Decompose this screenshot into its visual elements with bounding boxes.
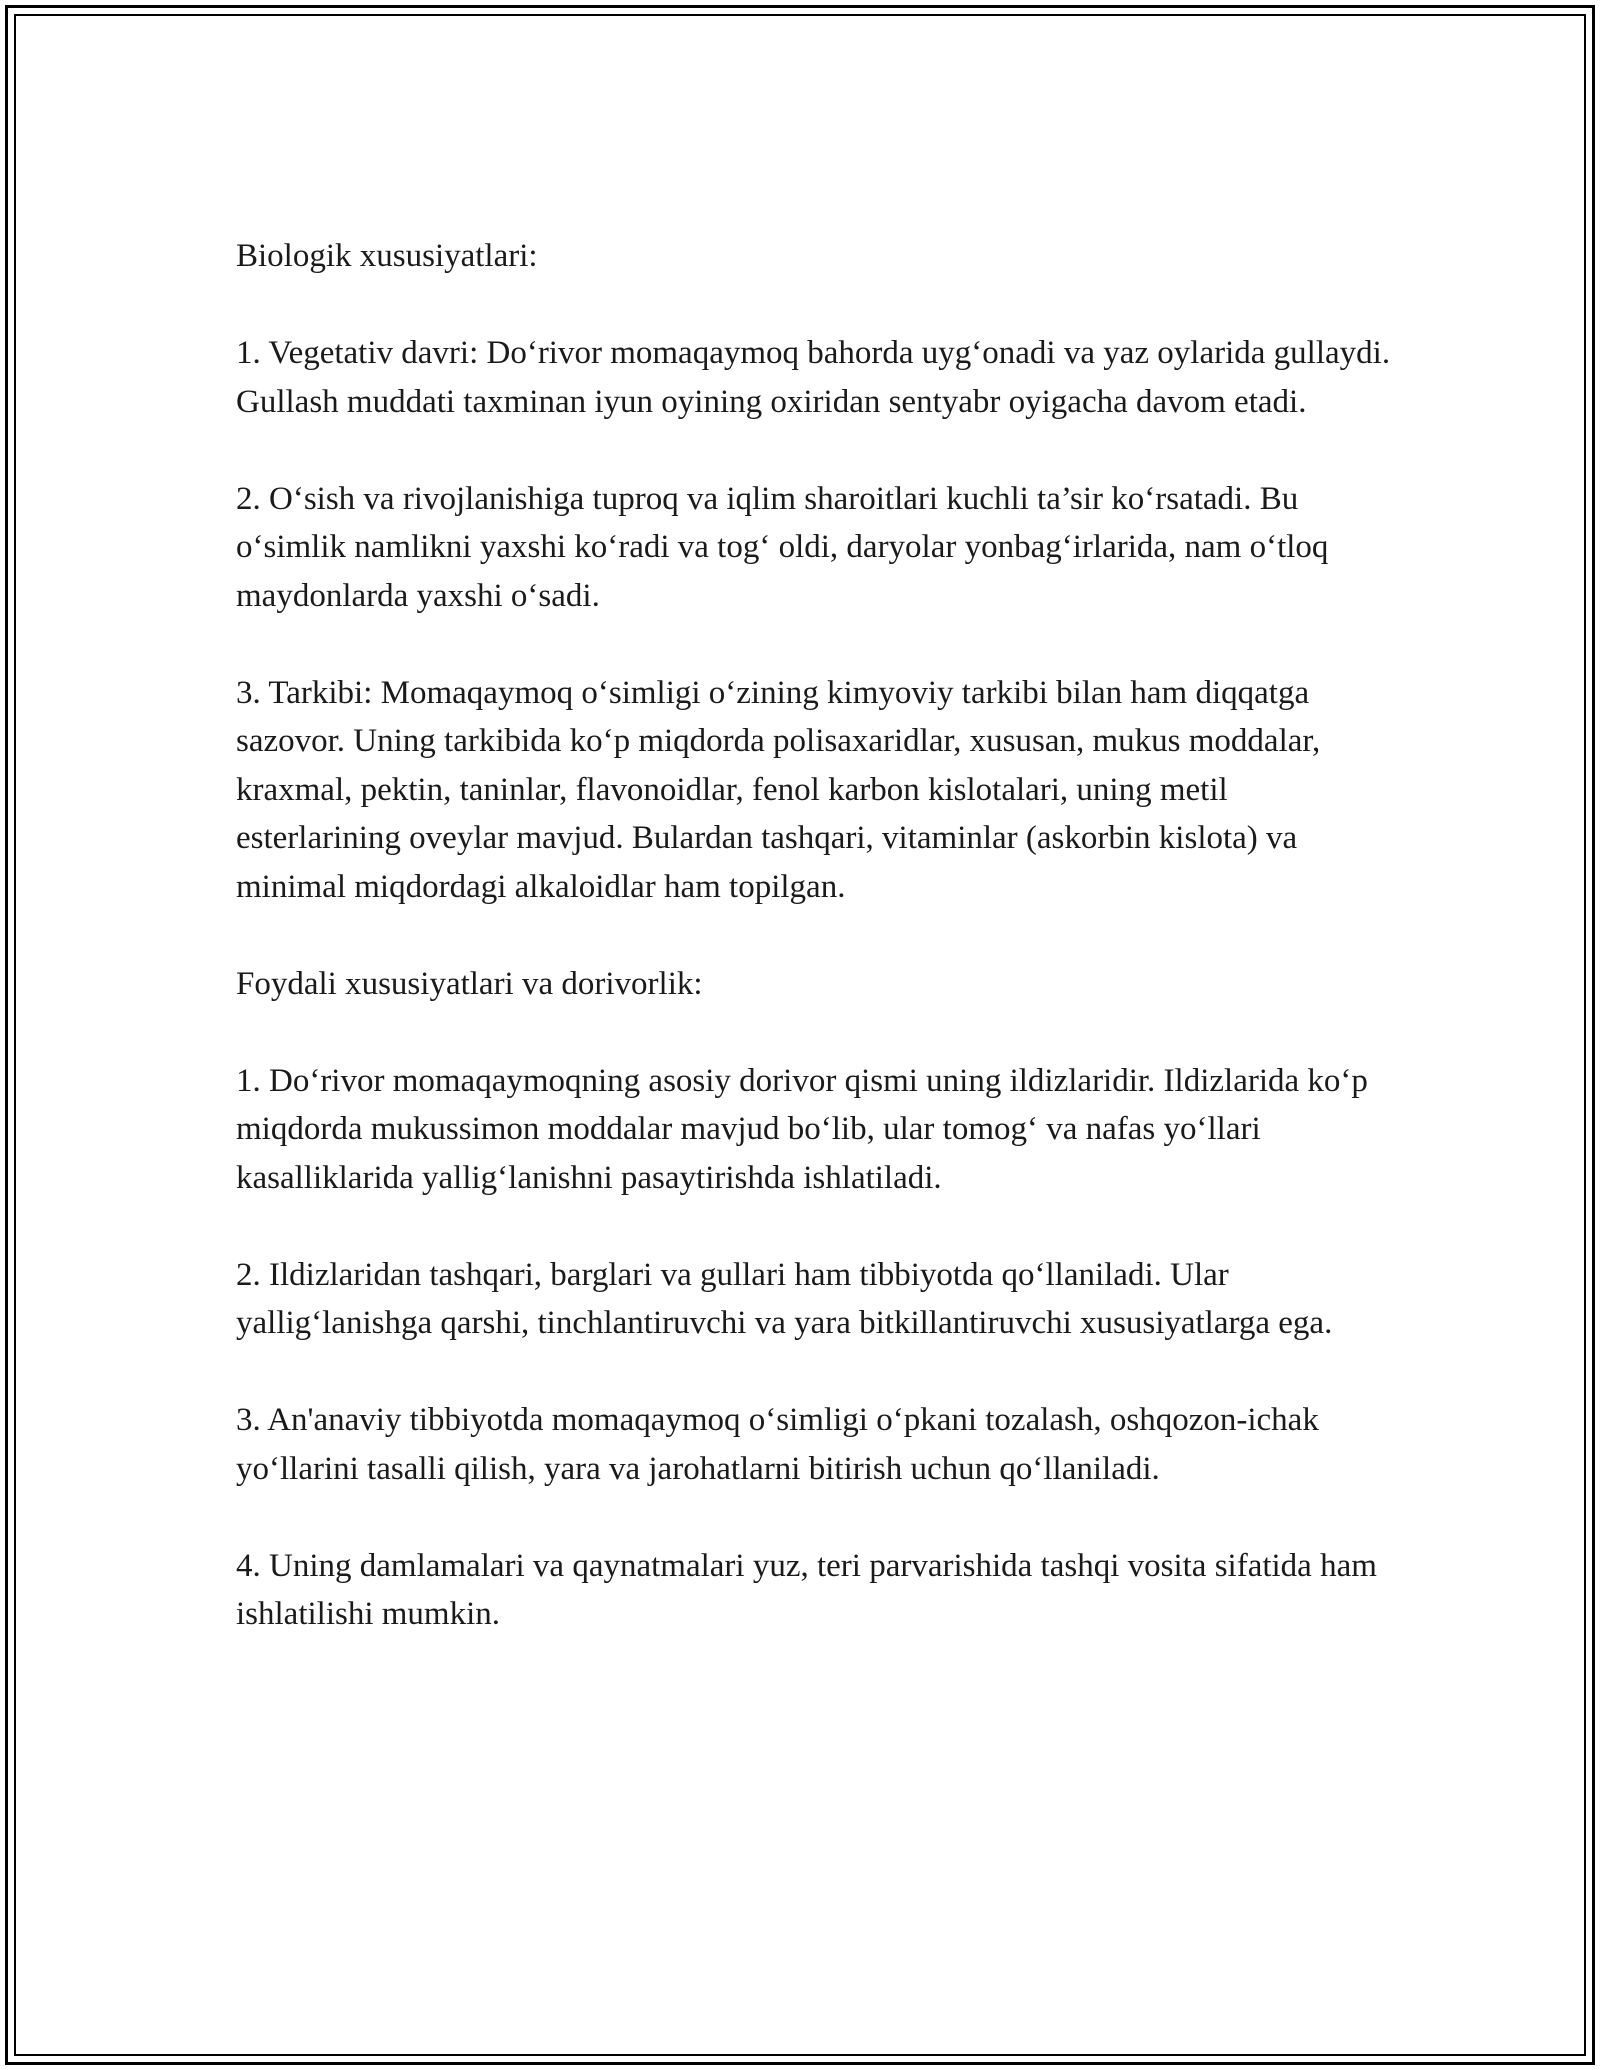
section-heading: Foydali xususiyatlari va dorivorlik: xyxy=(236,965,703,1002)
paragraph: 1. Vegetativ davri: Do‘rivor momaqaymoq bahorda uyg‘onadi va yaz oylarida gullaydi. Gullash muddati taxminan iyun oyining oxiridan sentyabr oyigacha davom etadi. xyxy=(236,335,1391,420)
paragraph: 1. Do‘rivor momaqaymoqning asosiy dorivor qismi uning ildizlaridir. Ildizlarida ko‘p miqdorda mukussimon moddalar mavjud bo‘lib, ular tomog‘ va nafas yo‘llari kasalliklarida yallig‘lanishni pasaytirishda ishlatiladi. xyxy=(236,1062,1368,1196)
section-heading: Biologik xususiyatlari: xyxy=(236,238,538,274)
paragraph: 3. Tarkibi: Momaqaymoq o‘simligi o‘zining kimyoviy tarkibi bilan ham diqqatga sazovor. Uning tarkibida ko‘p miqdorda polisaxaridlar, xususan, mukus moddalar, kraxmal, pektin, taninlar, flavonoidlar, fenol karbon kislotalari, uning metil esterlarining oveylar mavjud. Bulardan tashqari, vitaminlar (askorbin kislota) va minimal miqdordagi alkaloidlar ham topilgan. xyxy=(236,674,1321,905)
paragraph: 4. Uning damlamalari va qaynatmalari yuz, teri parvarishida tashqi vosita sifatida ham ishlatilishi mumkin. xyxy=(236,1547,1377,1632)
paragraph: 2. O‘sish va rivojlanishiga tuproq va iqlim sharoitlari kuchli ta’sir ko‘rsatadi. Bu o‘simlik namlikni yaxshi ko‘radi va tog‘ oldi, daryolar yonbag‘irlarida, nam o‘tloq maydonlarda yaxshi o‘sadi. xyxy=(236,480,1329,614)
paragraph: 2. Ildizlaridan tashqari, barglari va gullari ham tibbiyotda qo‘llaniladi. Ular yallig‘lanishga qarshi, tinchlantiruvchi va yara bitkillantiruvchi xususiyatlarga ega. xyxy=(236,1256,1333,1341)
document-body xyxy=(236,232,1396,1687)
paragraph: 3. An'anaviy tibbiyotda momaqaymoq o‘simligi o‘pkani tozalash, oshqozon-ichak yo‘llarini tasalli qilish, yara va jarohatlarni bitirish uchun qo‘llaniladi. xyxy=(236,1402,1319,1487)
